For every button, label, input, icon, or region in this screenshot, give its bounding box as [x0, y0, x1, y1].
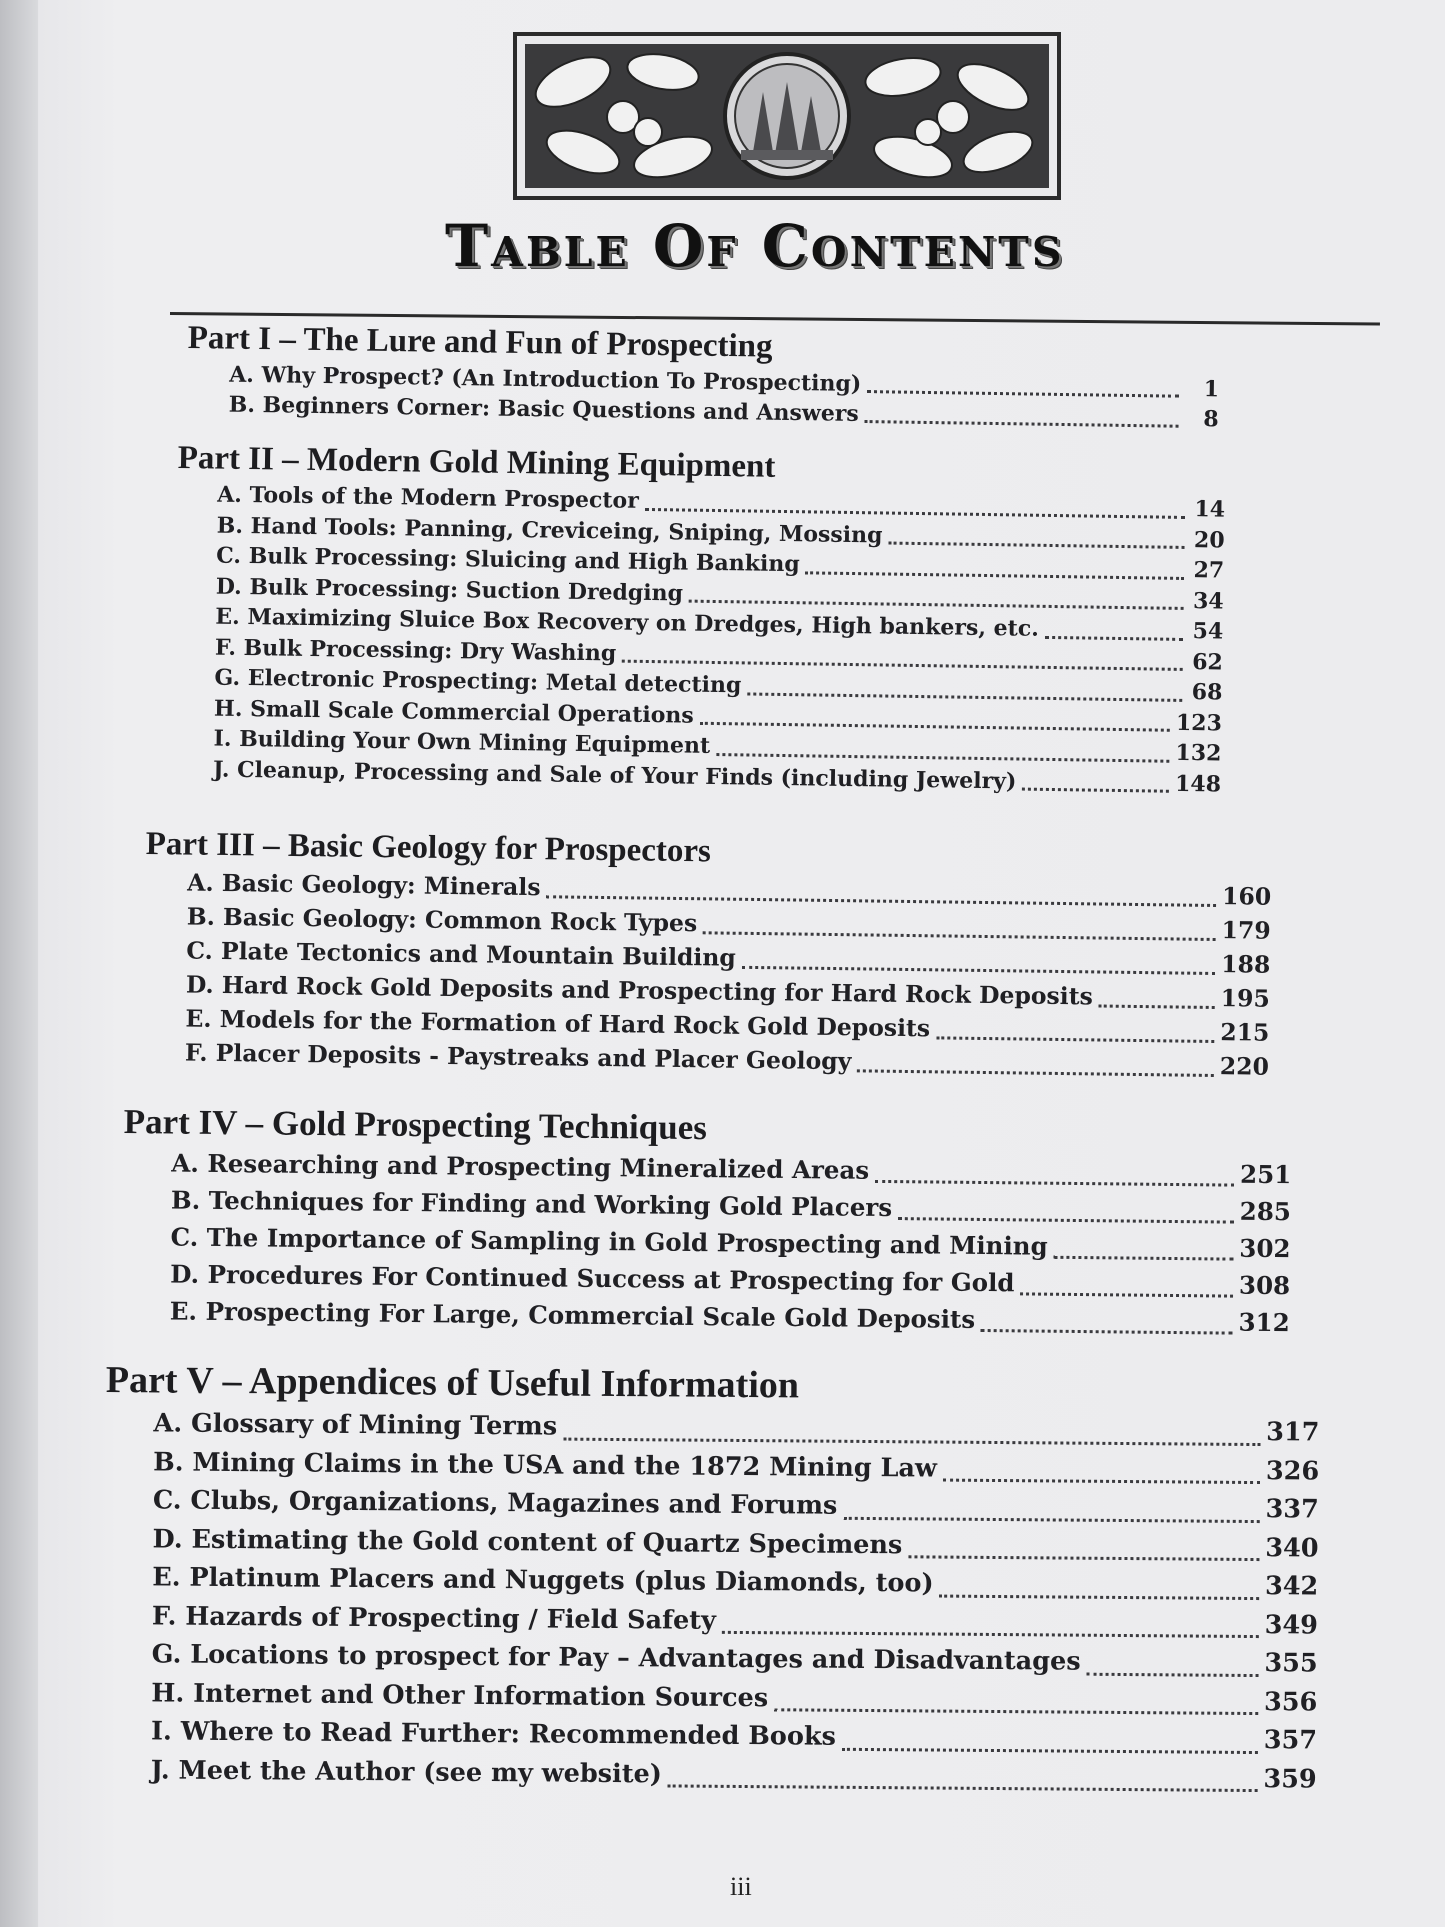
- dot-leader: [888, 542, 1184, 549]
- toc-entry-page: 160: [1221, 882, 1272, 911]
- toc-entry-label: D. Procedures For Continued Success at Prospecting for Gold: [170, 1259, 1015, 1298]
- dot-leader: [908, 1555, 1259, 1561]
- toc-entry-page: 359: [1263, 1763, 1317, 1795]
- toc-entry-label: E. Platinum Placers and Nuggets (plus Diamonds, too): [152, 1562, 934, 1599]
- toc-entry-page: 312: [1238, 1307, 1290, 1338]
- toc-entry-page: 132: [1175, 739, 1222, 767]
- dot-leader: [1099, 1004, 1215, 1009]
- toc-entry-label: E. Models for the Formation of Hard Rock Gold Deposits: [185, 1004, 931, 1043]
- toc-entry-label: H. Small Scale Commercial Operations: [213, 695, 694, 729]
- toc-entry-page: 34: [1192, 587, 1224, 615]
- dot-leader: [843, 1516, 1259, 1522]
- dot-leader: [981, 1329, 1233, 1335]
- dot-leader: [716, 753, 1169, 763]
- page-title: Table Of Contents: [445, 212, 1065, 280]
- decorative-banner-illustration: [513, 32, 1061, 200]
- toc-entry-label: B. Basic Geology: Common Rock Types: [186, 902, 698, 938]
- toc-entry-label: A. Tools of the Modern Prospector: [217, 481, 639, 514]
- toc-entry-label: E. Prospecting For Large, Commercial Scale Gold Deposits: [169, 1296, 976, 1334]
- page-edge-shadow: [0, 0, 38, 1927]
- toc-entry-page: 337: [1265, 1494, 1319, 1525]
- toc-entry-page: 349: [1264, 1609, 1319, 1641]
- toc-part-3: [143, 826, 1272, 1084]
- toc-entry-page: 179: [1221, 916, 1271, 945]
- dot-leader: [700, 722, 1170, 732]
- toc-entry-page: 27: [1193, 557, 1225, 584]
- dot-leader: [842, 1747, 1258, 1753]
- dot-leader: [1087, 1672, 1259, 1676]
- toc-entry-label: E. Maximizing Sluice Box Recovery on Dredges, High bankers, etc.: [215, 603, 1040, 642]
- toc-entry-label: F. Bulk Processing: Dry Washing: [214, 634, 617, 667]
- toc-entry-label: B. Beginners Corner: Basic Questions and Answers: [228, 391, 859, 427]
- toc-part-5: [103, 1358, 1320, 1799]
- toc-entry[interactable]: [151, 1751, 1317, 1799]
- dot-leader: [943, 1479, 1260, 1484]
- leaf-vine-ornament-icon: [513, 32, 1061, 200]
- part-heading: Part V – Appendices of Useful Information: [105, 1359, 800, 1407]
- toc-entry-label: B. Hand Tools: Panning, Creviceing, Sniping, Mossing: [216, 512, 883, 548]
- dot-leader: [1054, 1256, 1234, 1261]
- toc-entry-page: 20: [1193, 526, 1225, 554]
- dot-leader: [722, 1631, 1259, 1638]
- dot-leader: [689, 600, 1184, 610]
- dot-leader: [806, 571, 1185, 580]
- toc-entry-page: 14: [1194, 496, 1226, 523]
- toc-entry-label: A. Researching and Prospecting Mineralized Areas: [171, 1148, 870, 1185]
- toc-entry-label: H. Internet and Other Information Sources: [151, 1677, 769, 1713]
- part-heading: Part III – Basic Geology for Prospectors: [145, 826, 712, 870]
- toc-entry-page: 302: [1239, 1233, 1291, 1264]
- part-heading: Part I – The Lure and Fun of Prospecting: [187, 320, 773, 365]
- toc-entry-label: A. Glossary of Mining Terms: [153, 1408, 558, 1442]
- toc-entry-page: 68: [1191, 679, 1223, 706]
- toc-entry-page: 123: [1175, 709, 1223, 737]
- toc-entry-label: C. The Importance of Sampling in Gold Prospecting and Mining: [170, 1222, 1048, 1261]
- toc-entry-label: G. Locations to prospect for Pay – Advantages and Disadvantages: [151, 1639, 1081, 1677]
- toc-entry-page: 62: [1192, 648, 1224, 676]
- toc-entry-page: 340: [1265, 1532, 1319, 1564]
- toc-entry-label: D. Bulk Processing: Suction Dredging: [215, 573, 684, 607]
- toc-entry-page: 326: [1265, 1455, 1320, 1487]
- toc-entry-label: C. Bulk Processing: Sluicing and High Banking: [216, 542, 800, 578]
- dot-leader: [742, 966, 1215, 975]
- toc-entry-label: G. Electronic Prospecting: Metal detecting: [214, 664, 742, 699]
- dot-leader: [867, 390, 1179, 398]
- dot-leader: [936, 1036, 1214, 1043]
- toc-entry-label: F. Hazards of Prospecting / Field Safety: [151, 1600, 716, 1636]
- toc-entry-page: 188: [1221, 950, 1271, 979]
- dot-leader: [774, 1708, 1258, 1715]
- dot-leader: [1022, 788, 1169, 793]
- dot-leader: [865, 420, 1179, 428]
- toc-entry-page: 220: [1219, 1052, 1270, 1081]
- dot-leader: [939, 1594, 1258, 1600]
- toc-entry-page: 356: [1263, 1686, 1318, 1718]
- toc-entry-page: 54: [1192, 618, 1224, 645]
- toc-entry-page: 308: [1238, 1270, 1291, 1301]
- toc-entry-page: 195: [1220, 984, 1271, 1013]
- toc-entry-label: C. Plate Tectonics and Mountain Building: [186, 936, 737, 972]
- toc-entry-page: 317: [1266, 1417, 1320, 1448]
- toc-entry-label: J. Cleanup, Processing and Sale of Your Finds (including Jewelry): [212, 756, 1017, 794]
- toc-entry-label: D. Estimating the Gold content of Quartz Specimens: [152, 1523, 903, 1560]
- part-heading: Part IV – Gold Prospecting Techniques: [123, 1102, 708, 1148]
- dot-leader: [703, 931, 1216, 941]
- toc-entry-label: C. Clubs, Organizations, Magazines and Forums: [152, 1485, 838, 1521]
- toc-entry-page: 215: [1220, 1018, 1270, 1047]
- toc-entry-label: B. Techniques for Finding and Working Gold Placers: [170, 1185, 893, 1223]
- dot-leader: [857, 1069, 1214, 1077]
- toc-entry-label: F. Placer Deposits - Paystreaks and Placer Geology: [184, 1038, 852, 1076]
- dot-leader: [875, 1180, 1234, 1187]
- toc-entry-label: B. Mining Claims in the USA and the 1872 Mining Law: [153, 1446, 938, 1484]
- toc-entry-page: 148: [1174, 770, 1222, 798]
- toc-entry-page: 342: [1264, 1571, 1319, 1602]
- toc-entry-label: A. Why Prospect? (An Introduction To Prospecting): [229, 361, 862, 397]
- dot-leader: [747, 692, 1182, 701]
- toc-entry-label: J. Meet the Author (see my website): [150, 1754, 662, 1789]
- toc-entry-label: I. Building Your Own Mining Equipment: [213, 725, 711, 759]
- toc-entry-page: 251: [1239, 1159, 1292, 1190]
- dot-leader: [898, 1217, 1234, 1224]
- toc-entry-page: 285: [1239, 1196, 1292, 1227]
- toc-entry-page: 357: [1263, 1725, 1318, 1756]
- toc-part-4: [122, 1102, 1292, 1341]
- dot-leader: [1045, 635, 1183, 640]
- page-number: iii: [730, 1872, 752, 1901]
- dot-leader: [563, 1437, 1260, 1445]
- toc-entry-page: 355: [1264, 1648, 1318, 1679]
- toc-part-2: [173, 440, 1226, 800]
- toc-entry-label: D. Hard Rock Gold Deposits and Prospecting for Hard Rock Deposits: [185, 970, 1093, 1011]
- toc-part-1: [187, 320, 1220, 434]
- toc-entry-label: A. Basic Geology: Minerals: [187, 868, 541, 902]
- dot-leader: [1020, 1292, 1233, 1297]
- toc-entry-page: 1: [1203, 376, 1220, 403]
- part-heading: Part II – Modern Gold Mining Equipment: [177, 440, 776, 485]
- toc-entry-label: I. Where to Read Further: Recommended Books: [150, 1716, 837, 1752]
- toc-entry-page: 8: [1203, 406, 1219, 433]
- dot-leader: [668, 1784, 1258, 1792]
